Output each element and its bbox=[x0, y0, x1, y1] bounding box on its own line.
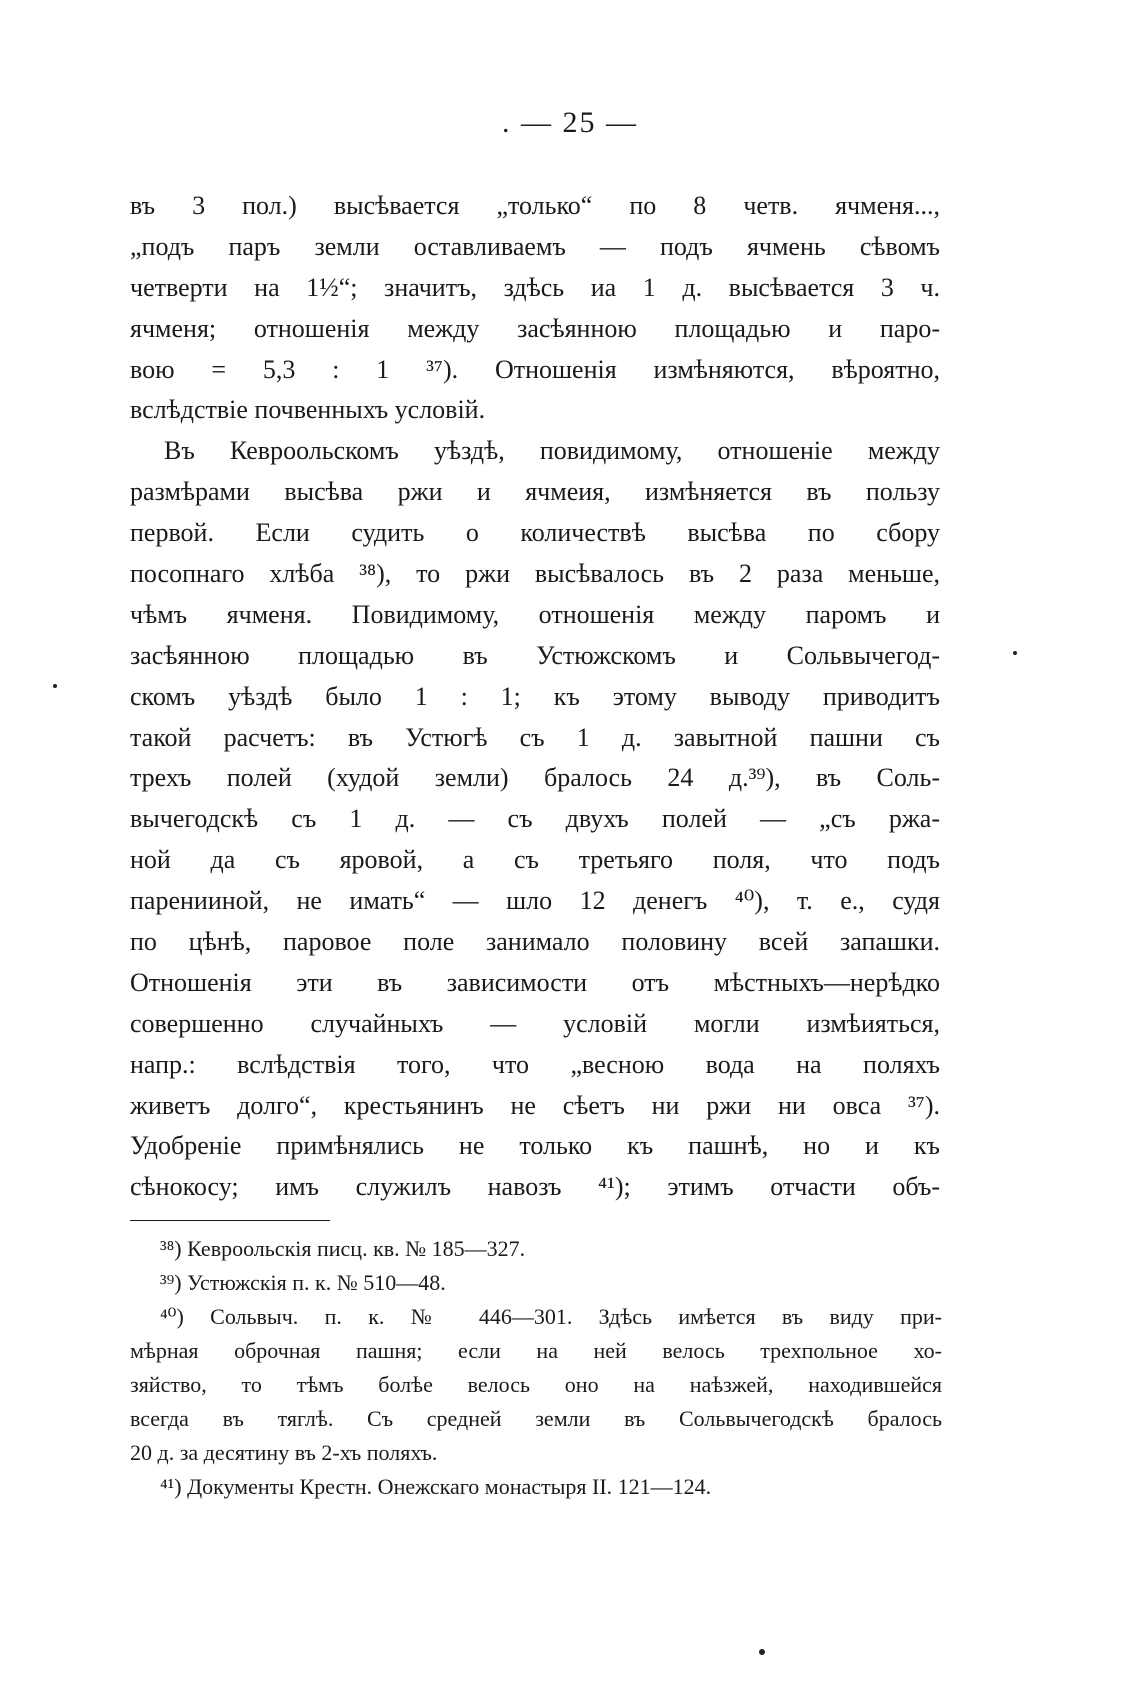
footnote-40-continued: всегда въ тяглѣ. Съ средней земли въ Сольвычегодскѣ бралось bbox=[130, 1406, 942, 1431]
text-line: „подъ паръ земли оставливаемъ — подъ ячмень сѣвомъ bbox=[130, 231, 940, 261]
text-line: живетъ долго“, крестьянинъ не сѣетъ ни ржи ни овса ³⁷). bbox=[130, 1090, 940, 1120]
text-line: Отношенія эти въ зависимости отъ мѣстныхъ—нерѣдко bbox=[130, 967, 940, 997]
print-speck bbox=[1013, 651, 1017, 655]
text-line: по цѣнѣ, паровое поле занимало половину всей запашки. bbox=[130, 927, 940, 957]
print-speck bbox=[759, 1649, 765, 1655]
footnote-40-continued: зяйство, то тѣмъ болѣе велось оно на наѣзжей, находившейся bbox=[130, 1372, 942, 1397]
footnote-39: ³⁹) Устюжскія п. к. № 510—48. bbox=[160, 1270, 446, 1295]
text-line: размѣрами высѣва ржи и ячмеия, измѣняется въ пользу bbox=[130, 477, 940, 507]
text-line: засѣянною площадью въ Устюжскомъ и Сольвычегод- bbox=[130, 640, 940, 670]
footnote-40-continued: 20 д. за десятину въ 2-хъ поляхъ. bbox=[130, 1440, 438, 1465]
text-line: трехъ полей (худой земли) бралось 24 д.³⁹), въ Соль- bbox=[130, 763, 940, 793]
text-line: Удобреніе примѣнялись не только къ пашнѣ, но и къ bbox=[130, 1131, 940, 1161]
text-line: чѣмъ ячменя. Повидимому, отношенія между паромъ и bbox=[130, 599, 940, 629]
footnote-41: ⁴¹) Документы Крестн. Онежскаго монастыря II. 121—124. bbox=[160, 1474, 712, 1499]
text-line: такой расчетъ: въ Устюгѣ съ 1 д. завытной пашни съ bbox=[130, 722, 940, 752]
text-line: скомъ уѣздѣ было 1 : 1; къ этому выводу приводитъ bbox=[130, 681, 940, 711]
footnote-divider bbox=[130, 1220, 330, 1221]
text-line: сѣнокосу; имъ служилъ навозъ ⁴¹); этимъ отчасти объ- bbox=[130, 1172, 940, 1202]
footnote-40-continued: мѣрная оброчная пашня; если на ней велось трехпольное хо- bbox=[130, 1338, 942, 1363]
footnote-40: ⁴⁰) Сольвыч. п. к. № 446—301. Здѣсь имѣется въ виду при- bbox=[160, 1304, 942, 1329]
text-line: ячменя; отношенія между засѣянною площадью и паро- bbox=[130, 313, 940, 343]
page-number: . — 25 — bbox=[502, 106, 638, 139]
footnotes bbox=[130, 1232, 942, 1504]
footnote-38: ³⁸) Кевроольскія писц. кв. № 185—327. bbox=[160, 1236, 526, 1261]
text-line: въ 3 пол.) высѣвается „только“ по 8 четв. ячменя..., bbox=[130, 191, 940, 220]
text-line: паренииной, не имать“ — шло 12 денегъ ⁴⁰), т. е., судя bbox=[130, 886, 940, 916]
text-line: напр.: вслѣдствія того, что „весною вода на поляхъ bbox=[130, 1049, 940, 1079]
main-text bbox=[130, 186, 940, 1208]
text-line: Въ Кевроольскомъ уѣздѣ, повидимому, отношеніе между bbox=[164, 436, 940, 466]
text-line: первой. Если судить о количествѣ высѣва по сбору bbox=[130, 518, 940, 548]
text-line: вслѣдствіе почвенныхъ условій. bbox=[130, 395, 486, 425]
text-line: вою = 5,3 : 1 ³⁷). Отношенія измѣняются, вѣроятно, bbox=[130, 354, 940, 384]
text-line: ной да съ яровой, а съ третьяго поля, что подъ bbox=[130, 845, 940, 875]
text-line: четверти на 1½“; значитъ, здѣсь иа 1 д. высѣвается 3 ч. bbox=[130, 272, 940, 302]
text-line: вычегодскѣ съ 1 д. — съ двухъ полей — „съ ржа- bbox=[130, 804, 940, 834]
text-line: совершенно случайныхъ — условій могли измѣияться, bbox=[130, 1008, 940, 1038]
print-speck bbox=[53, 684, 57, 688]
text-line: посопнаго хлѣба ³⁸), то ржи высѣвалось въ 2 раза меньше, bbox=[130, 559, 940, 589]
